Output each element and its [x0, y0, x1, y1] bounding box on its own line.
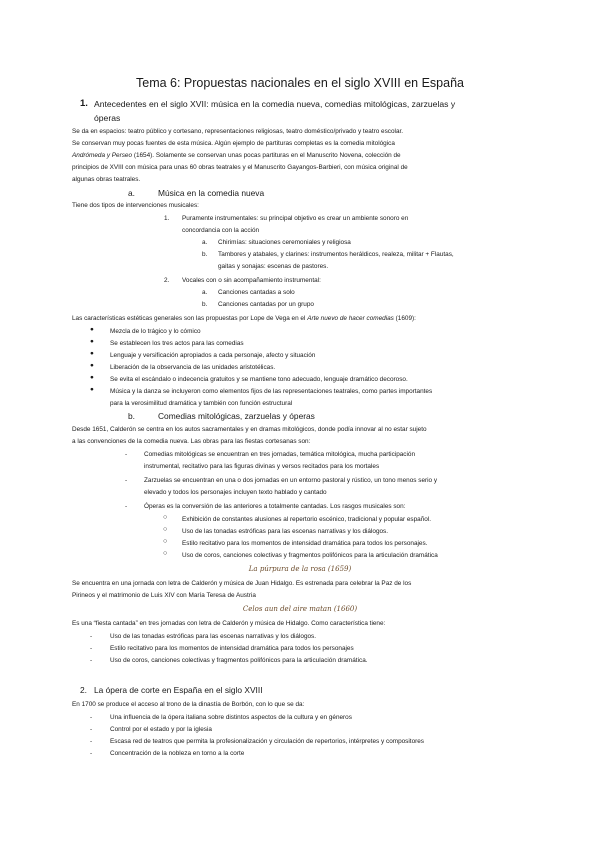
dash-icon: -: [90, 714, 93, 721]
circle-item: Estilo recitativo para los momentos de intensidad dramática para todos los personajes.: [182, 540, 428, 547]
paragraph: Pirineos y el matrimonio de Luis XIV con María Teresa de Austria: [72, 592, 256, 599]
dash-item-cont: instrumental, recitativo para las figuras divinas y versos recitados para los mortales: [144, 463, 380, 470]
bullet-icon: ●: [90, 338, 94, 345]
circle-bullet-icon: ○: [163, 526, 168, 533]
dash-icon: -: [125, 503, 128, 510]
dash-icon: -: [125, 477, 128, 484]
dash-item: Concentración de la nobleza en torno a la corte: [110, 750, 245, 757]
dash-item: Una influencia de la ópera italiana sobre distintos aspectos de la cultura y en géneros: [110, 714, 352, 721]
paragraph: Tiene dos tipos de intervenciones musicales:: [72, 202, 199, 209]
list-item: Tambores y atabales, y clarines: instrumentos heráldicos, realeza, militar + Flautas,: [218, 251, 454, 258]
list-letter: a.: [202, 239, 208, 246]
circle-item: Uso de coros, canciones colectivas y fragmentos polifónicos para la articulación dramática: [182, 552, 438, 559]
section-heading-text: Antecedentes en el siglo XVII: música en la comedia nueva, comedias mitológicas, zarzuelas y: [94, 99, 456, 109]
subsection-b-heading: b. Comedias mitológicas, zarzuelas y óperas: [128, 411, 315, 421]
bullet-icon: ●: [90, 386, 94, 393]
list-item: Chirimías: situaciones ceremoniales y religiosa: [218, 239, 351, 246]
paragraph: En 1700 se produce el acceso al trono de la dinastía de Borbón, con lo que se da:: [72, 701, 305, 708]
bullet-item: Mezcla de lo trágico y lo cómico: [110, 328, 201, 335]
list-letter: b.: [202, 301, 208, 308]
dash-item: Óperas es la conversión de las anteriores a totalmente cantadas. Los rasgos musicales son:: [144, 503, 406, 510]
work-title: Arte nuevo de hacer comedias: [307, 315, 394, 322]
list-letter: b.: [202, 251, 208, 258]
section-1-heading: [80, 98, 514, 110]
bullet-icon: ●: [90, 362, 94, 369]
dash-item: Zarzuelas se encuentran en una o dos jornadas en un entorno pastoral y rústico, un tono menos serio y: [144, 477, 438, 484]
bullet-icon: ●: [90, 374, 94, 381]
work-caption: La púrpura de la rosa (1659): [248, 565, 352, 573]
dash-icon: -: [90, 657, 93, 664]
paragraph: Es una “fiesta cantada” en tres jornadas con letra de Calderón y música de Hidalgo. Como característica tiene:: [72, 620, 386, 627]
circle-item: Exhibición de constantes alusiones al repertorio escénico, tradicional y popular español.: [182, 516, 432, 523]
list-letter: a.: [202, 289, 208, 296]
dash-item: Comedias mitológicas se encuentran en tres jornadas, temática mitológica, mucha participación: [144, 451, 416, 458]
dash-icon: -: [125, 451, 128, 458]
page-title: Tema 6: Propuestas nacionales en el siglo XVIII en España: [136, 76, 464, 90]
paragraph: Desde 1651, Calderón se centra en los autos sacramentales y en dramas mitológicos, donde podía innovar al no estar sujeto: [72, 426, 427, 433]
bullet-item: Liberación de la observancia de las unidades aristotélicas.: [110, 364, 276, 371]
dash-icon: -: [90, 750, 93, 757]
bullet-icon: ●: [90, 326, 94, 333]
dash-item: Escasa red de teatros que permita la profesionalización y circulación de repertorios, intérpretes y compositores: [110, 738, 425, 745]
dash-icon: -: [90, 645, 93, 652]
list-item: Puramente instrumentales: su principal objetivo es crear un ambiente sonoro en: [182, 215, 409, 222]
work-title: Andrómeda y Perseo: [72, 152, 133, 159]
list-item: Canciones cantadas por un grupo: [218, 301, 314, 308]
section-number: 2.: [80, 685, 87, 695]
section-1-heading-cont: óperas: [94, 113, 121, 123]
circle-item: Uso de las tonadas estróficas para las escenas narrativas y los diálogos.: [182, 528, 389, 535]
circle-bullet-icon: ○: [163, 538, 168, 545]
bullet-item: Se establecen los tres actos para las comedias: [110, 340, 244, 347]
list-item: Canciones cantadas a solo: [218, 289, 295, 296]
section-heading-text: La ópera de corte en España en el siglo XVIII: [94, 685, 263, 695]
bullet-item: Música y la danza se incluyeron como elementos fijos de las representaciones teatrales, como partes importantes: [110, 388, 433, 395]
circle-bullet-icon: ○: [163, 550, 168, 557]
bullet-item: Se evita el escándalo o indecencia gratuitos y se mantiene tono adecuado, lenguaje dramático decoroso.: [110, 376, 408, 383]
list-item: Vocales con o sin acompañamiento instrumental:: [182, 277, 321, 284]
dash-icon: -: [90, 726, 93, 733]
paragraph: Se conservan muy pocas fuentes de esta música. Algún ejemplo de partituras completas es la comedia mitológica: [72, 140, 395, 147]
paragraph: Andrómeda y Perseo (1654). Solamente se conservan unas pocas partituras en el Manuscrito Novena, colección de: [72, 152, 401, 159]
list-number: 1.: [164, 215, 170, 222]
bullet-icon: ●: [90, 350, 94, 357]
dash-icon: -: [90, 738, 93, 745]
bullet-item-cont: para la verosimilitud dramática y también con función estructural: [110, 400, 293, 407]
list-item-cont: gaitas y sonajas: escenas de pastores.: [218, 263, 329, 270]
paragraph: algunas obras teatrales.: [72, 176, 141, 183]
section-number: 1.: [80, 98, 88, 109]
paragraph: Se da en espacios: teatro público y cortesano, representaciones religiosas, teatro doméstico/privado y teatro escolar.: [72, 128, 404, 135]
dash-item: Control por el estado y por la iglesia: [110, 726, 212, 733]
dash-icon: -: [90, 633, 93, 640]
circle-bullet-icon: ○: [163, 514, 168, 521]
dash-item: Uso de las tonadas estróficas para las escenas narrativas y los diálogos.: [110, 633, 317, 640]
section-2-heading: [80, 684, 514, 696]
dash-item: Estilo recitativo para los momentos de intensidad dramática para todos los personajes: [110, 645, 354, 652]
paragraph: Se encuentra en una jornada con letra de Calderón y música de Juan Hidalgo. Es estrenada para celebrar la Paz de los: [72, 580, 412, 587]
dash-item: Uso de coros, canciones colectivas y fragmentos polifónicos para la articulación dramática.: [110, 657, 368, 664]
list-number: 2.: [164, 277, 170, 284]
list-item-cont: concordancia con la acción: [182, 227, 260, 234]
bullet-item: Lenguaje y versificación apropiados a cada personaje, afecto y situación: [110, 352, 316, 359]
paragraph: Las características estéticas generales son las propuestas por Lope de Vega en el Arte nuevo de hacer comedias (1609):: [72, 315, 416, 322]
paragraph: a las convenciones de la comedia nueva. Las obras para las fiestas cortesanas son:: [72, 438, 311, 445]
dash-item-cont: elevado y todos los personajes incluyen texto hablado y cantado: [144, 489, 327, 496]
work-caption: Celos aun del aire matan (1660): [242, 605, 358, 613]
paragraph: principios de XVIII con música para unas 60 obras teatrales y el Manuscrito Gayangos-Barbieri, con música original de: [72, 164, 408, 171]
subsection-a-heading: a. Música en la comedia nueva: [128, 188, 265, 198]
